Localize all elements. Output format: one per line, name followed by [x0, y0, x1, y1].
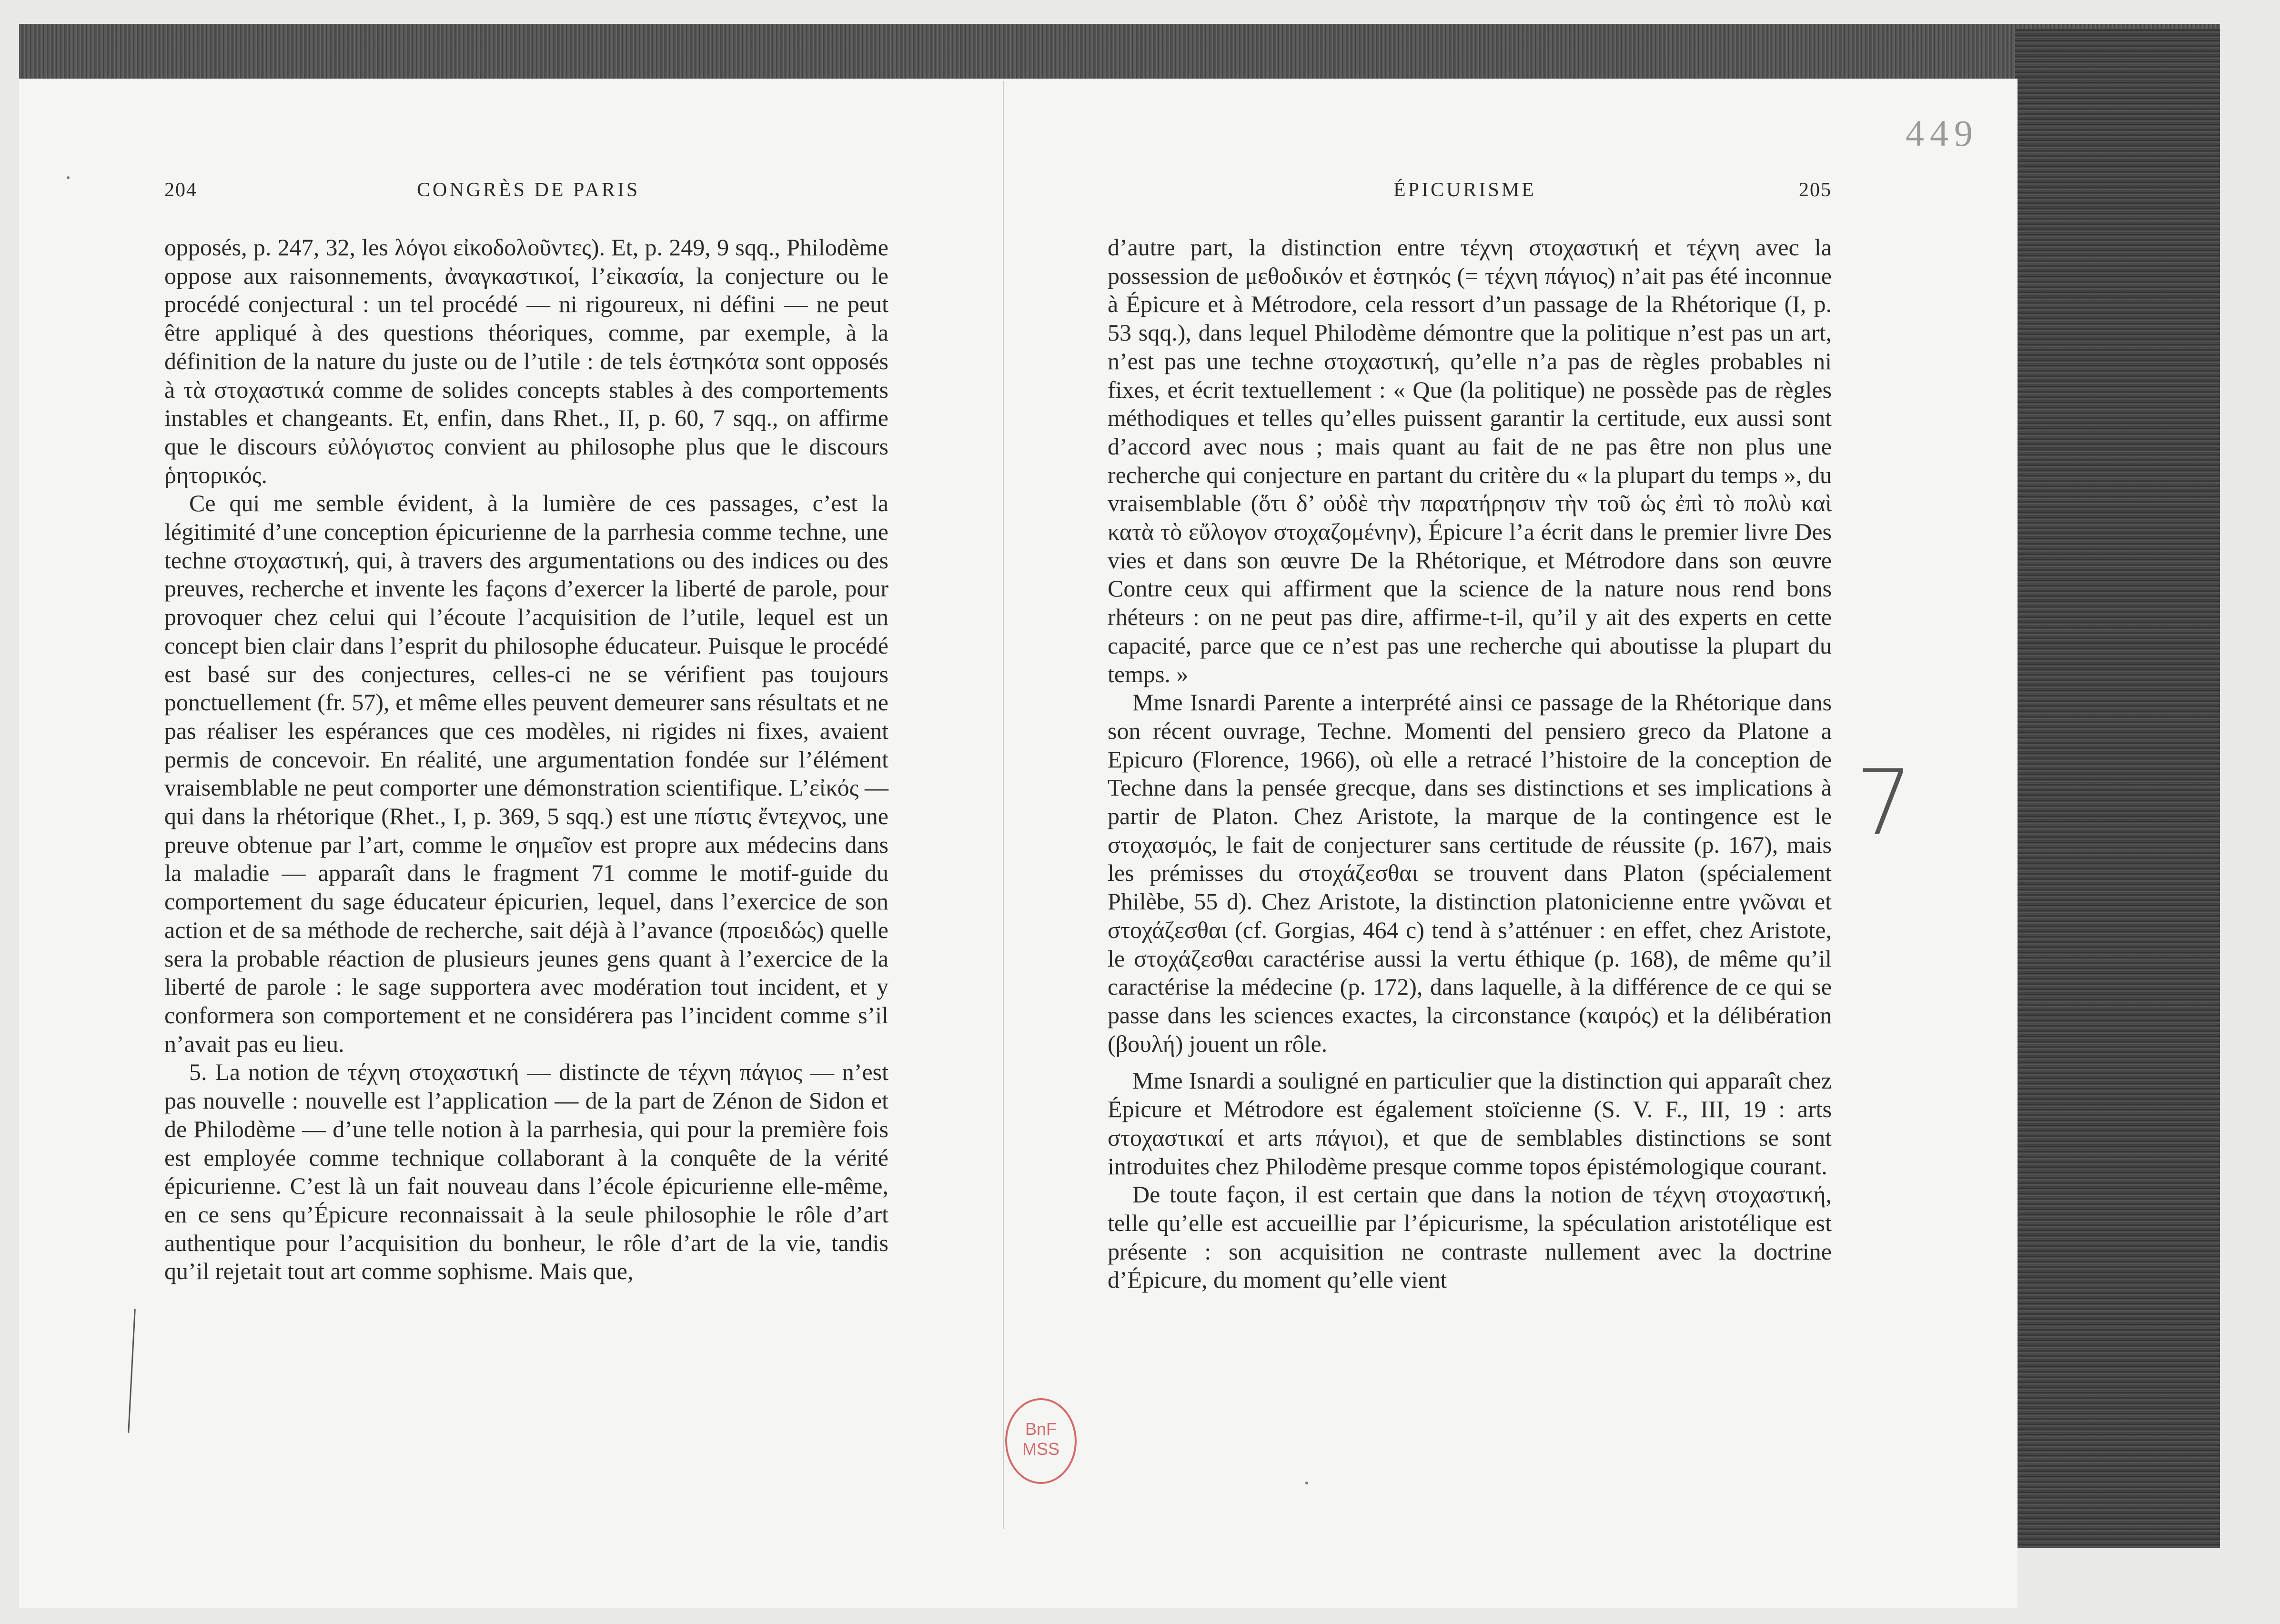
paragraph: Mme Isnardi Parente a interprété ainsi ce passage de la Rhétorique dans son récent ouvrage, Techne. Momenti del pensiero greco da Platone a Epicuro (Florence, 1966), où elle a retracé l’histoire de la conception de Techne dans la pensée grecque, dans ses distinctions et ses implications à partir de Platon. Chez Aristote, la marque de la contingence est le στοχασμός, le fait de conjecturer sans certitude de réussite (p. 167), mais les prémisses du στοχάζεσθαι se trouvent dans Platon (spécialement Philèbe, 55 d). Chez Aristote, la distinction platonicienne entre γνῶναι et στοχάζεσθαι (cf. Gorgias, 464 c) tend à s’atténuer : en effet, chez Aristote, le στοχάζεσθαι caractérise aussi la vertu éthique (p. 168), de même qu’il caractérise la médecine (p. 172), dans laquelle, à la différence de ce qui se passe dans les sciences exactes, la circonstance (καιρός) et la délibération (βουλή) jouent un rôle.	[1108, 689, 1832, 1057]
running-title: CONGRÈS DE PARIS	[417, 179, 640, 201]
paragraph: 5. La notion de τέχνη στοχαστική — distincte de τέχνη πάγιος — n’est pas nouvelle : nouvelle est l’application — de la part de Zénon de Sidon et de Philodème — d’une telle notion à la parrhesia, qui pour la première fois est employée comme technique collaborant à la conquête de la vérité épicurienne. C’est là un fait nouveau dans l’école épicurienne elle-même, en ce sens qu’Épicure reconnaissait à la seule philosophie le rôle d’art authentique pour l’acquisition du bonheur, le rôle d’art de la vie, tandis qu’il rejetait tout art comme sophisme. Mais que,	[164, 1059, 888, 1285]
scan-border-top	[19, 24, 2220, 80]
stamp-line: BnF	[1025, 1419, 1057, 1439]
paragraph: Ce qui me semble évident, à la lumière de ces passages, c’est la légitimité d’une conception épicurienne de la parrhesia comme techne, une techne στοχαστική, qui, à travers des argumentations ou des indices ou des preuves, recherche et invente les façons d’exercer la liberté de parole, pour provoquer chez celui qui l’écoute l’acquisition de l’utile, lequel est un concept bien clair dans l’esprit du philosophe éducateur. Puisque le procédé est basé sur des conjectures, celles-ci ne se vérifient pas toujours ponctuellement (fr. 57), et même elles peuvent demeurer sans résultats et ne pas réaliser les espérances que ces modèles, ni rigides ni fixes, avaient permis de concevoir. En réalité, une argumentation fondée sur l’élément vraisemblable ne peut comporter une démonstration scientifique. L’εἰκός — qui dans la rhétorique (Rhet., I, p. 369, 5 sqq.) est une πίστις ἔντεχνος, une preuve obtenue par l’art, comme le σημεῖον est propre aux médecins dans la maladie — apparaît dans le fragment 71 comme le motif-guide du comportement du sage éducateur épicurien, lequel, dans l’exercice de son action et de sa méthode de recherche, sait déjà à l’avance (προειδώς) quelle sera la probable réaction de plusieurs jeunes gens quant à l’exercice de la liberté de parole : le sage supportera avec modération tout incident, et y conformera son comportement et ne considérera pas l’incident comme s’il n’avait pas eu lieu.	[164, 490, 888, 1057]
left-running-head	[164, 179, 888, 207]
dust-speck	[1305, 1482, 1308, 1484]
right-running-head	[1108, 179, 1832, 207]
page-number: 204	[164, 179, 197, 201]
paragraph: d’autre part, la distinction entre τέχνη στοχαστική et τέχνη avec la possession de μεθοδικόν et ἑστηκός (= τέχνη πάγιος) n’ait pas été inconnue à Épicure et à Métrodore, cela ressort d’un passage de la Rhétorique (I, p. 53 sqq.), dans lequel Philodème démontre que la politique n’est pas un art, n’est pas une techne στοχαστική, qu’elle n’a pas de règles probables ni fixes, et écrit textuellement : « Que (la politique) ne possède pas de règles méthodiques et telles qu’elles puissent garantir la certitude, eux aussi sont d’accord avec nous ; mais quant au fait de ne pas être non plus une recherche qui conjecture en partant du critère du « la plupart du temps », du vraisemblable (ὅτι δ’ οὐδὲ τὴν παρατήρησιν τὴν τοῦ ὡς ἐπὶ τὸ πολὺ καὶ κατὰ τὸ εὔλογον στοχαζομένην), Épicure l’a écrit dans le premier livre Des vies et dans son œuvre De la Rhétorique, et Métrodore dans son œuvre Contre ceux qui affirment que la science de la nature nous rend bons rhéteurs : on ne peut pas dire, affirme-t-il, qu’il y ait des experts en cette capacité, parce que ce n’est pas une recherche qui aboutisse la plupart du temps. »	[1108, 234, 1832, 687]
page-number: 205	[1799, 179, 1832, 201]
paragraph: De toute façon, il est certain que dans la notion de τέχνη στοχαστική, telle qu’elle est accueillie par l’épicurisme, la spéculation aristotélique est présente : son acquisition ne contraste nullement avec la doctrine d’Épicure, du moment qu’elle vient	[1108, 1181, 1832, 1293]
stamp-line: MSS	[1022, 1439, 1059, 1459]
dust-speck	[67, 176, 70, 179]
running-title: ÉPICURISME	[1393, 179, 1536, 201]
scan-border-right	[2015, 29, 2220, 1548]
left-page-body	[164, 233, 888, 1286]
pencil-annotation: 7	[1856, 750, 1913, 856]
paragraph: Mme Isnardi a souligné en particulier que la distinction qui apparaît chez Épicure et Métrodore est également stoïcienne (S. V. F., III, 19 : arts στοχαστικαί et arts πάγιοι), et que de semblables distinctions se sont introduites chez Philodème presque comme topos épistémologique courant.	[1108, 1067, 1832, 1180]
library-stamp	[1005, 1398, 1077, 1484]
right-page-body	[1108, 233, 1832, 1294]
folio-number: 449	[1906, 112, 1978, 154]
page-gutter	[1003, 81, 1004, 1529]
paragraph: opposés, p. 247, 32, les λόγοι εἰκοδολοῦντες). Et, p. 249, 9 sqq., Philodème oppose aux raisonnements, ἀναγκαστικοί, l’εἰκασία, la conjecture ou le procédé conjectural : un tel procédé — ni rigoureux, ni défini — ne peut être appliqué à des questions théoriques, comme, par exemple, à la définition de la nature du juste ou de l’utile : de tels ἑστηκότα sont opposés à τὰ στοχαστικά comme de solides concepts stables à des comportements instables et changeants. Et, enfin, dans Rhet., II, p. 60, 7 sqq., on affirme que le discours εὐλόγιστος convient au philosophe plus que le discours ῥητορικός.	[164, 234, 888, 488]
